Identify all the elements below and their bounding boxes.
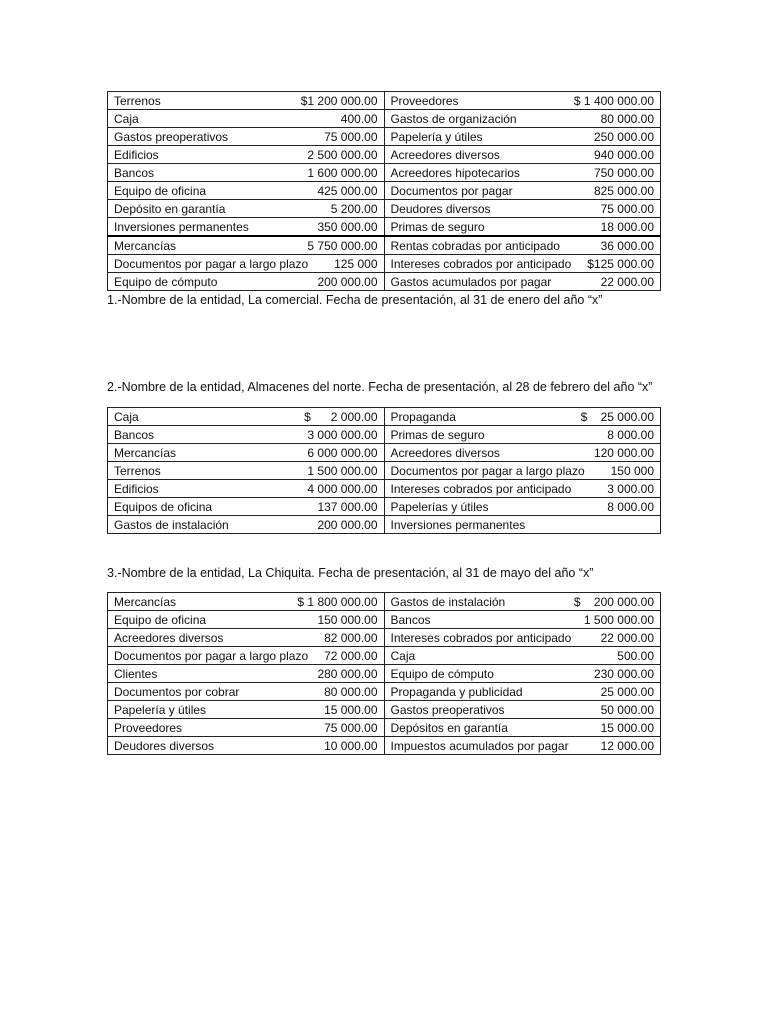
account-amount: 940 000.00	[593, 147, 654, 162]
account-cell	[108, 273, 385, 291]
account-cell	[384, 426, 661, 444]
account-cell	[108, 236, 385, 255]
account-cell	[384, 701, 661, 719]
account-name: Documentos por pagar a largo plazo	[390, 463, 585, 478]
account-amount: 6 000 000.00	[307, 445, 378, 460]
account-name: Bancos	[114, 427, 155, 442]
account-cell	[108, 719, 385, 737]
account-cell	[384, 593, 661, 611]
account-amount: $ 200 000.00	[573, 594, 654, 609]
account-cell	[384, 462, 661, 480]
account-name: Documentos por cobrar	[114, 684, 240, 699]
statement-2-title: 2.-Nombre de la entidad, Almacenes del norte. Fecha de presentación, al 28 de febrero del año “x”	[107, 380, 653, 394]
account-cell	[384, 236, 661, 255]
account-amount: 3 000 000.00	[307, 427, 378, 442]
account-cell	[384, 128, 661, 146]
account-cell	[108, 92, 385, 110]
account-amount: 80 000.00	[600, 111, 654, 126]
account-amount: 230 000.00	[593, 666, 654, 681]
accounts-table-1	[107, 91, 661, 291]
account-name: Edificios	[114, 481, 159, 496]
account-amount: $ 1 800 000.00	[297, 594, 378, 609]
table-row	[108, 629, 661, 647]
account-amount: 75 000.00	[324, 720, 378, 735]
account-cell	[384, 146, 661, 164]
account-amount: 125 000	[334, 256, 378, 271]
account-amount: 750 000.00	[593, 165, 654, 180]
table-row	[108, 273, 661, 291]
account-cell	[108, 737, 385, 755]
account-cell	[108, 462, 385, 480]
table-row	[108, 92, 661, 110]
accounts-table-2	[107, 407, 661, 534]
account-cell	[384, 629, 661, 647]
account-amount: 25 000.00	[600, 684, 654, 699]
account-cell	[108, 498, 385, 516]
account-name: Documentos por pagar a largo plazo	[114, 256, 309, 271]
table-row	[108, 200, 661, 218]
account-amount: 1 500 000.00	[307, 463, 378, 478]
table-row	[108, 236, 661, 255]
account-name: Mercancías	[114, 594, 177, 609]
account-amount: 10 000.00	[324, 738, 378, 753]
account-cell	[108, 701, 385, 719]
account-cell	[108, 611, 385, 629]
account-cell	[384, 273, 661, 291]
account-name: Inversiones permanentes	[114, 219, 249, 234]
account-amount: 82 000.00	[324, 630, 378, 645]
table-row	[108, 426, 661, 444]
account-cell	[108, 593, 385, 611]
account-amount: $ 2 000.00	[304, 409, 378, 424]
table-row	[108, 218, 661, 237]
account-name: Clientes	[114, 666, 158, 681]
account-amount: 120 000.00	[593, 445, 654, 460]
account-cell	[384, 408, 661, 426]
account-amount: 5 750 000.00	[307, 238, 378, 253]
account-name: Acreedores diversos	[390, 445, 500, 460]
account-cell	[384, 200, 661, 218]
account-amount: 22 000.00	[600, 630, 654, 645]
account-name: Documentos por pagar	[390, 183, 513, 198]
account-amount: 2 500 000.00	[307, 147, 378, 162]
account-cell	[384, 444, 661, 462]
table-row	[108, 164, 661, 182]
account-name: Impuestos acumulados por pagar	[390, 738, 569, 753]
account-name: Propaganda y publicidad	[390, 684, 523, 699]
account-cell	[108, 408, 385, 426]
account-name: Bancos	[114, 165, 155, 180]
account-amount: 12 000.00	[600, 738, 654, 753]
account-cell	[384, 516, 661, 534]
account-name: Proveedores	[114, 720, 183, 735]
account-amount: 36 000.00	[600, 238, 654, 253]
account-cell	[384, 737, 661, 755]
table-row	[108, 146, 661, 164]
account-name: Propaganda	[390, 409, 456, 424]
account-amount: $125 000.00	[587, 256, 654, 271]
account-amount: 350 000.00	[317, 219, 378, 234]
account-cell	[108, 200, 385, 218]
account-name: Mercancías	[114, 238, 177, 253]
account-cell	[384, 218, 661, 237]
account-name: Acreedores diversos	[114, 630, 224, 645]
table-row	[108, 128, 661, 146]
account-name: Mercancías	[114, 445, 177, 460]
account-name: Gastos de instalación	[114, 517, 229, 532]
account-name: Terrenos	[114, 93, 161, 108]
account-cell	[108, 683, 385, 701]
account-amount: $ 1 400 000.00	[573, 93, 654, 108]
account-cell	[108, 516, 385, 534]
account-amount: 8 000.00	[607, 427, 654, 442]
account-name: Equipos de oficina	[114, 499, 213, 514]
account-cell	[108, 426, 385, 444]
account-amount: 250 000.00	[593, 129, 654, 144]
account-amount: 200 000.00	[317, 517, 378, 532]
account-name: Intereses cobrados por anticipado	[390, 256, 572, 271]
account-amount: 15 000.00	[600, 720, 654, 735]
account-cell	[384, 110, 661, 128]
account-cell	[108, 647, 385, 665]
table-row	[108, 255, 661, 273]
account-amount: 75 000.00	[600, 201, 654, 216]
account-cell	[108, 444, 385, 462]
table-row	[108, 719, 661, 737]
account-name: Primas de seguro	[390, 219, 485, 234]
table-row	[108, 462, 661, 480]
account-amount: 50 000.00	[600, 702, 654, 717]
account-amount: 80 000.00	[324, 684, 378, 699]
account-amount: 4 000 000.00	[307, 481, 378, 496]
account-cell	[384, 683, 661, 701]
account-name: Gastos acumulados por pagar	[390, 274, 552, 289]
account-cell	[108, 164, 385, 182]
statement-3-title: 3.-Nombre de la entidad, La Chiquita. Fecha de presentación, al 31 de mayo del año “x”	[107, 566, 594, 580]
account-name: Deudores diversos	[390, 201, 491, 216]
account-amount: 150 000	[610, 463, 654, 478]
account-cell	[108, 480, 385, 498]
table-row	[108, 444, 661, 462]
account-cell	[384, 611, 661, 629]
account-cell	[108, 255, 385, 273]
account-cell	[384, 665, 661, 683]
account-amount: 400.00	[340, 111, 378, 126]
account-name: Bancos	[390, 612, 431, 627]
account-cell	[108, 146, 385, 164]
account-name: Primas de seguro	[390, 427, 485, 442]
account-amount: 15 000.00	[324, 702, 378, 717]
account-cell	[108, 665, 385, 683]
account-amount: 72 000.00	[324, 648, 378, 663]
account-name: Documentos por pagar a largo plazo	[114, 648, 309, 663]
table-row	[108, 683, 661, 701]
account-amount: 280 000.00	[317, 666, 378, 681]
account-name: Equipo de oficina	[114, 183, 207, 198]
account-name: Equipo de cómputo	[114, 274, 218, 289]
table-row	[108, 737, 661, 755]
account-name: Gastos de organización	[390, 111, 517, 126]
account-cell	[384, 480, 661, 498]
account-name: Intereses cobrados por anticipado	[390, 630, 572, 645]
account-amount: 150 000.00	[317, 612, 378, 627]
statement-1-title: 1.-Nombre de la entidad, La comercial. Fecha de presentación, al 31 de enero del año “x”	[107, 293, 603, 307]
account-amount: 75 000.00	[324, 129, 378, 144]
account-amount: 825 000.00	[593, 183, 654, 198]
table-row	[108, 182, 661, 200]
table-row	[108, 516, 661, 534]
account-amount: 5 200.00	[330, 201, 378, 216]
account-cell	[384, 647, 661, 665]
account-name: Edificios	[114, 147, 159, 162]
account-name: Acreedores diversos	[390, 147, 500, 162]
account-name: Inversiones permanentes	[390, 517, 526, 532]
account-cell	[108, 128, 385, 146]
account-amount: $1 200 000.00	[300, 93, 378, 108]
table-row	[108, 593, 661, 611]
account-name: Caja	[114, 111, 139, 126]
table-row	[108, 498, 661, 516]
account-name: Papelerías y útiles	[390, 499, 489, 514]
account-cell	[384, 92, 661, 110]
account-name: Acreedores hipotecarios	[390, 165, 520, 180]
table-row	[108, 480, 661, 498]
account-cell	[384, 498, 661, 516]
table-row	[108, 665, 661, 683]
account-name: Depósitos en garantía	[390, 720, 508, 735]
account-name: Gastos de instalación	[390, 594, 506, 609]
account-cell	[108, 629, 385, 647]
account-cell	[108, 218, 385, 237]
account-cell	[384, 182, 661, 200]
account-cell	[108, 110, 385, 128]
account-cell	[384, 255, 661, 273]
accounts-table-3	[107, 592, 661, 755]
account-amount: 425 000.00	[317, 183, 378, 198]
table-row	[108, 647, 661, 665]
account-name: Gastos preoperativos	[114, 129, 229, 144]
account-name: Equipo de cómputo	[390, 666, 494, 681]
account-name: Rentas cobradas por anticipado	[390, 238, 560, 253]
account-amount: 137 000.00	[317, 499, 378, 514]
account-amount: 500.00	[617, 648, 654, 663]
account-amount: 18 000.00	[600, 219, 654, 234]
account-amount: 1 500 000.00	[583, 612, 654, 627]
account-name: Caja	[114, 409, 139, 424]
account-cell	[384, 164, 661, 182]
account-amount: 22 000.00	[600, 274, 654, 289]
account-name: Papelería y útiles	[390, 129, 483, 144]
account-amount: 1 600 000.00	[307, 165, 378, 180]
account-cell	[108, 182, 385, 200]
account-amount: $ 25 000.00	[580, 409, 654, 424]
account-cell	[384, 719, 661, 737]
table-row	[108, 611, 661, 629]
account-name: Intereses cobrados por anticipado	[390, 481, 572, 496]
account-amount: 200 000.00	[317, 274, 378, 289]
account-name: Gastos preoperativos	[390, 702, 505, 717]
account-name: Deudores diversos	[114, 738, 215, 753]
table-row	[108, 701, 661, 719]
table-row	[108, 110, 661, 128]
account-amount: 8 000.00	[607, 499, 654, 514]
account-name: Terrenos	[114, 463, 161, 478]
table-row	[108, 408, 661, 426]
account-amount: 3 000.00	[607, 481, 654, 496]
account-name: Caja	[390, 648, 416, 663]
account-name: Papelería y útiles	[114, 702, 207, 717]
account-name: Proveedores	[390, 93, 459, 108]
account-name: Depósito en garantía	[114, 201, 226, 216]
account-name: Equipo de oficina	[114, 612, 207, 627]
